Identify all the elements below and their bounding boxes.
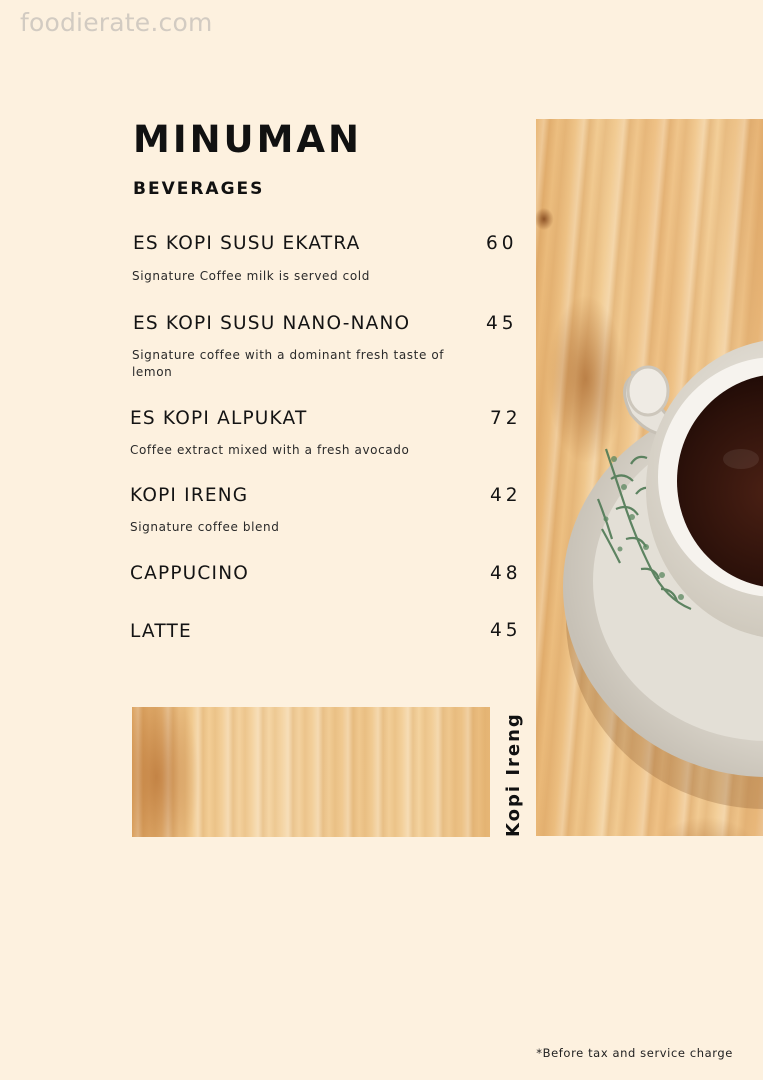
menu-item-price: 48	[490, 563, 522, 584]
menu-item-price: 42	[490, 485, 522, 506]
coffee-cup-icon	[536, 119, 763, 836]
menu-item-price: 45	[486, 313, 518, 334]
feature-caption: Kopi Ireng	[503, 712, 524, 837]
wood-texture-photo	[132, 707, 490, 837]
menu-item-description: Signature coffee blend	[130, 520, 280, 534]
menu-item-price: 60	[486, 233, 518, 254]
menu-item-name: ES KOPI SUSU EKATRA	[133, 233, 361, 254]
menu-item-description: Coffee extract mixed with a fresh avocado	[130, 443, 410, 457]
menu-item-price: 72	[490, 408, 522, 429]
menu-item-name: ES KOPI ALPUKAT	[130, 408, 308, 429]
footnote: *Before tax and service charge	[536, 1046, 733, 1060]
menu-item-name: LATTE	[130, 621, 192, 642]
menu-title: MINUMAN	[133, 118, 363, 161]
menu-item-price: 45	[490, 620, 522, 641]
coffee-photo	[536, 119, 763, 836]
menu-item-name: CAPPUCINO	[130, 563, 249, 584]
menu-subtitle: BEVERAGES	[133, 179, 265, 199]
menu-item-name: ES KOPI SUSU NANO-NANO	[133, 313, 411, 334]
menu-item-name: KOPI IRENG	[130, 485, 249, 506]
watermark: foodierate.com	[20, 8, 213, 37]
menu-item-description: Signature Coffee milk is served cold	[132, 269, 370, 283]
menu-item-description: Signature coffee with a dominant fresh taste of lemon	[132, 348, 445, 379]
